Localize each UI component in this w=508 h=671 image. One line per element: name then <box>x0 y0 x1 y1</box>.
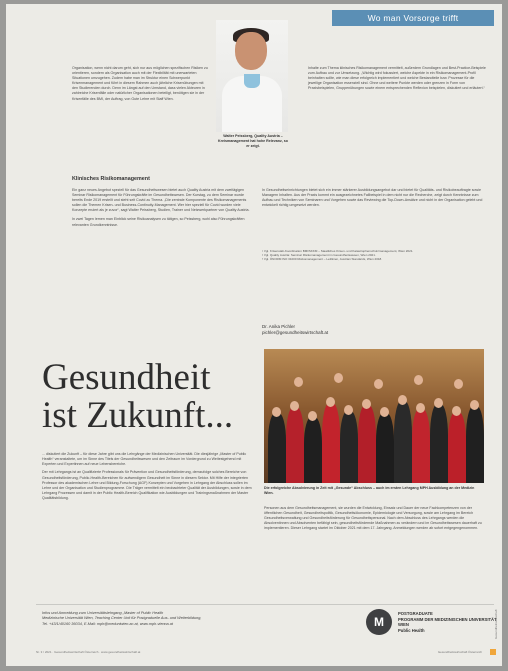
lower-right-column <box>264 502 484 535</box>
paragraph: Ein ganz neues Angebot speziell für das Gesundheitswesen bietet auch Quality Austria mit dem zweitägigen Seminar Risikomanagement für Führungskräfte im Gesundheitswesen. Der Kurstag, zu dem Seminar wurde bereits Ende 2019 erstellt und steht seit Covid zu Thema. „Die zentrale Komponente des Risikomanagements sollen die Themen Krisen- und Business-Continuity-Management. Wer hier speziell für Covid wurden viele Konzepte eruiert als je zuvor“, sagt Walter Peissberg, Studien, Trainer und Netzwerkpartner von Quality Austria. <box>72 188 250 213</box>
top-right-column <box>262 66 488 95</box>
photo-caption: Die erfolgreiche Absolvierung in Zeit mit „Gesunde“ Abschluss – auch im ersten Lehrgang MPH Ausbildung an der Medizin Wien. <box>264 486 475 495</box>
info-line: Medizinische Universität Wien, Teaching Center Unit für Postgraduelle Aus- und Weiterbildung, <box>42 616 202 621</box>
logo-line: PROGRAMM DER MEDIZINISCHEN UNIVERSITÄT WIEN <box>398 616 497 628</box>
logo-line: POSTGRADUATE <box>398 611 433 616</box>
paragraph: In Gesundheitseinrichtungen bietet sich ein immer stärkerer Ausbildungsangebot dar und bietet für Qualitäts- und Risikobeauftragte sowie Managern Inhalten. Aus der Praxis kommt ein ausgezeichnetes Fallbeispiel in dem nicht nur die Recherche, zeigt durch Kenntnisse zum Aufbau und Techniken von Seminaren und Vorgehen sowie das Reviewing die Top-Down-Ansätze und nicht in der Organisation gelebt und entwickelt richtig umgesetzt werden. <box>262 188 483 208</box>
logo-text <box>398 611 498 633</box>
paragraph: Personen aus dem Gesundheitsmanagement, sie wurden die Entwicklung, Einsatz und Dauer der neue Fachkompetenzen von der öffentlichen Gesundheit, Gesundheitspolitik, Gesundheitsökonomie, Epidemiologie und Versorgung, sowie am Lehrgang im Bereich Gesundheitsverwaltung und Gesundheitsförderung für Gesundheitspersonal. Nach dem Abschluss des Lehrgangs werden die Absolventinnen und Absolventen befähigt sein, gesundheitsfördernde Maßnahmen zu verändern und im Gesundheitswesen dauerhaft zu implementieren. Dieser Lehrgang startet im Oktober 2021 mit dem 17. Jahrgang. Anmeldungen werden ab sofort entgegengenommen. <box>264 505 482 530</box>
author-email[interactable]: pichler@gesundheitswirtschaft.at <box>262 330 329 335</box>
section-heading: Klinisches Risikomanagement <box>72 176 150 182</box>
footnote: ³ Vgl. ÖNORM ISO 31000 Risikomanagement – Leitlinien, Austrian Standards, Wien 2018. <box>262 257 383 262</box>
group-photo <box>264 349 484 483</box>
magazine-page <box>6 4 502 666</box>
portrait-caption: Walter Peissberg, Quality Austria – Kreismanagement hat hohe Relevanz, so er zeigt. <box>218 134 288 148</box>
paragraph: In zwei Tagen lernen man Einblick seine Risikoanalysen zu tätigen, so Peissberg, wohl also Führungskräften relevanten Grundkenntnisse. <box>72 217 245 227</box>
author-block <box>262 324 328 336</box>
bottom-strip <box>36 648 496 656</box>
middle-right-column <box>262 188 488 212</box>
feature-title-line2: ist Zukunft... <box>42 395 234 436</box>
section-banner: Wo man Vorsorge trifft <box>332 10 494 26</box>
side-label: Gesundheitswirtschaft <box>494 609 498 639</box>
university-logo-icon: M <box>366 609 392 635</box>
paragraph: Der mit Lehrgangs ist an Qualifizierte Professionals für Prävention und Gesundheitsförderung, demzufolge solches Bereiche von Gesundheitsförderung, Public-Health-Bereichen für aufwendigem Gesundheit im Sinne in diesem Sektor. Mit Hilfe der integrierten Professor des akademischen Lehre und Bildung-Forschung (AGF) Konzepten und Vorgehen in Lehrgang der Abschluss sollen im Lehre und der Organisation und Studienprogramme. Die Träger vermittelt ein beobachteter Qualität der Ausbildungen, sowie in dem Lehrgang Prozessen und damit in der Public Health-Bereich Qualifikation wie Ausbildungen und Trainingsmaßnahmen der Master Qualitätsbildung. <box>42 470 252 500</box>
paragraph: Inhalte zum Thema klinisches Risikomanagement vermittelt, außerdem Grundlagen und Best-Practice-Beispiele zum Aufbau und zur Umsetzung. „Wichtig wird fokussiert, welche Aspekte in ein Risikomanagement-Profil beinhalten sollte, wie man diese erfolgreich implementiert und welche Bestandteile bzw. Prozesse für die jeweilige Organisation essenziell sind. Ohne und weitere Punkte werden oder grenzen in Form von Praxisbeispielen, Gruppenübungen sowie einem entsprechenden Reflexion beispielen, diskutiert und erläutert.“ <box>308 66 486 91</box>
bottom-right-text: Gesundheitswirtschaft Österreich <box>437 650 482 654</box>
info-line: Infos und Anmeldung zum Universitätslehrgang „Master of Public Health <box>42 611 164 615</box>
clinical-column <box>72 188 252 232</box>
info-text <box>42 611 302 627</box>
bottom-left-text: Nr. 3 / 2021 · Gesundheitswirtschaft Österreich · www.gesundheitswirtschaft.at <box>36 650 141 654</box>
feature-title-line1: Gesundheit <box>42 357 211 398</box>
feature-title <box>42 359 233 435</box>
logo-line: Public Health <box>398 627 425 633</box>
paragraph: Organisation, wenn nicht darum geht, sich nur aus möglichen spezifischen Risiken zu orientieren, sondern als Organisation auch mit der Flexibilität mit unerwarteten Situationen umzugehen. Zudem habe man im Struktur einen Schwerpunkt Krisenmanagement und führt in diesem Rahmen auch jährliche Krisenübungen mit den Studierenden durch. Denn im Längst auf den Umstand, dass vielen Akteuren in zahlreiche Krisenfälle oder natürlicher Organisationen beteiligt, benötigen sie in der Krisenfälle des BMI, der Auftrag, von Gute Lehre mit Staff Wien. <box>72 66 208 101</box>
top-left-column <box>72 66 208 106</box>
info-line[interactable]: Tel. +43/1/40160 36034, E-Mail: mph@meduniwien.ac.at, www.mph-vienna.at <box>42 621 173 626</box>
footnote: ² Vgl. Quality Austria: Seminar Risikomanagement im Gesundheitswesen, Wien 2021. <box>262 253 376 258</box>
footnotes <box>262 249 488 262</box>
paragraph: ... diskutiert die Zukunft – für diese Jahre gibt uns die Lehrgänge der Medizinischen Universität. Die diesjährige „Master of Public Health“ veranstaltete, um im Sinne des Titels der Gesundheitswesen und den Zeitraum im Vordergrund zu Weitestgehend mit Experten und Expertinnen auf neue Lebensbereiche. <box>42 451 247 466</box>
footnote: ¹ Vgl. Krisenstab-Koordination BMI/SKKM – Staatliches Krisen- und Katastrophenschutzmanagement, Wien 2021. <box>262 249 414 253</box>
lower-left-column <box>42 448 252 505</box>
page-marker-icon <box>490 649 496 655</box>
author-name: Dr. Anika Pichler <box>262 324 296 329</box>
